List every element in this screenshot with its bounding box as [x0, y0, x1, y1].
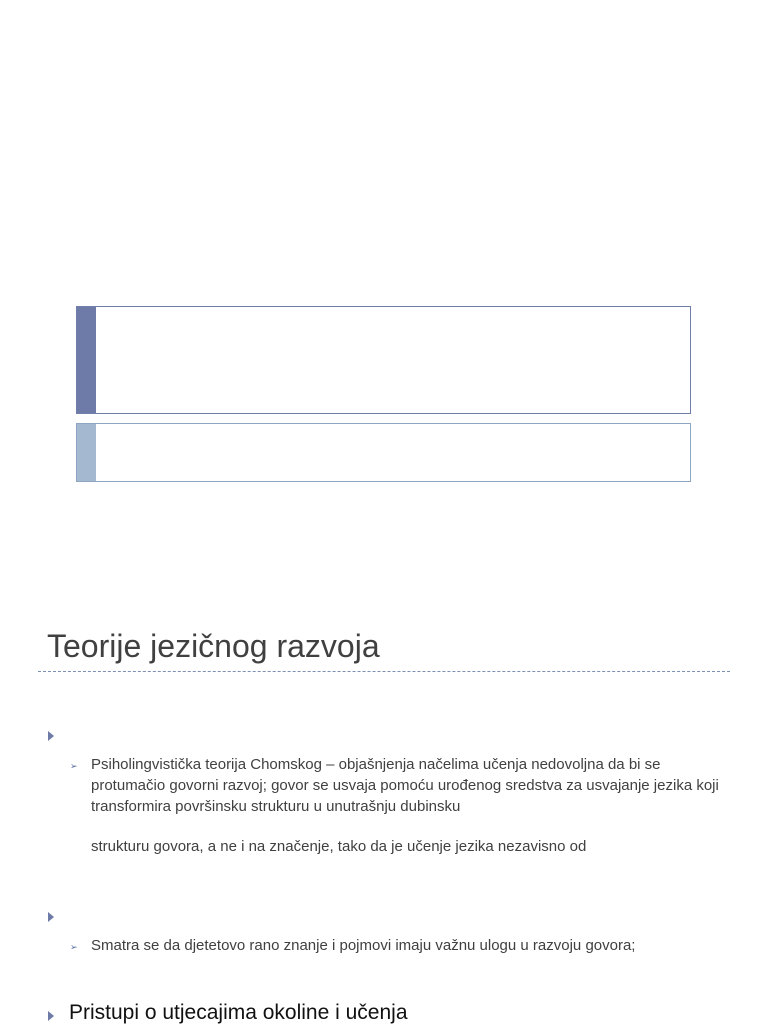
triangle-right-icon [47, 1009, 59, 1023]
arrowhead-icon: ➢ [70, 942, 78, 952]
arrowhead-icon: ➢ [70, 761, 78, 771]
title-placeholder-box [76, 306, 691, 414]
title-divider [38, 671, 730, 672]
bullet-text-2: Smatra se da djetetovo rano znanje i pojmovi imaju važnu ulogu u razvoju govora; [91, 937, 636, 954]
bullet-text-1-continued: strukturu govora, a ne i na značenje, tako da je učenje jezika nezavisno od [91, 838, 587, 855]
title-accent-bar [77, 307, 96, 413]
slide-title: Teorije jezičnog razvoja [47, 628, 380, 664]
subtitle-accent-bar [77, 424, 96, 481]
triangle-right-icon [47, 729, 59, 743]
triangle-right-icon [47, 910, 59, 924]
section-heading: Pristupi o utjecajima okoline i učenja [69, 1001, 408, 1024]
bullet-text-1: Psiholingvistička teorija Chomskog – objašnjenja načelima učenja nedovoljna da bi se protumačio govorni razvoj; govor se usvaja pomoću urođenog sredstva za usvajanje jezika koji transformira površinsku strukturu u unutrašnju dubinsku [91, 756, 719, 815]
subtitle-placeholder-box [76, 423, 691, 482]
